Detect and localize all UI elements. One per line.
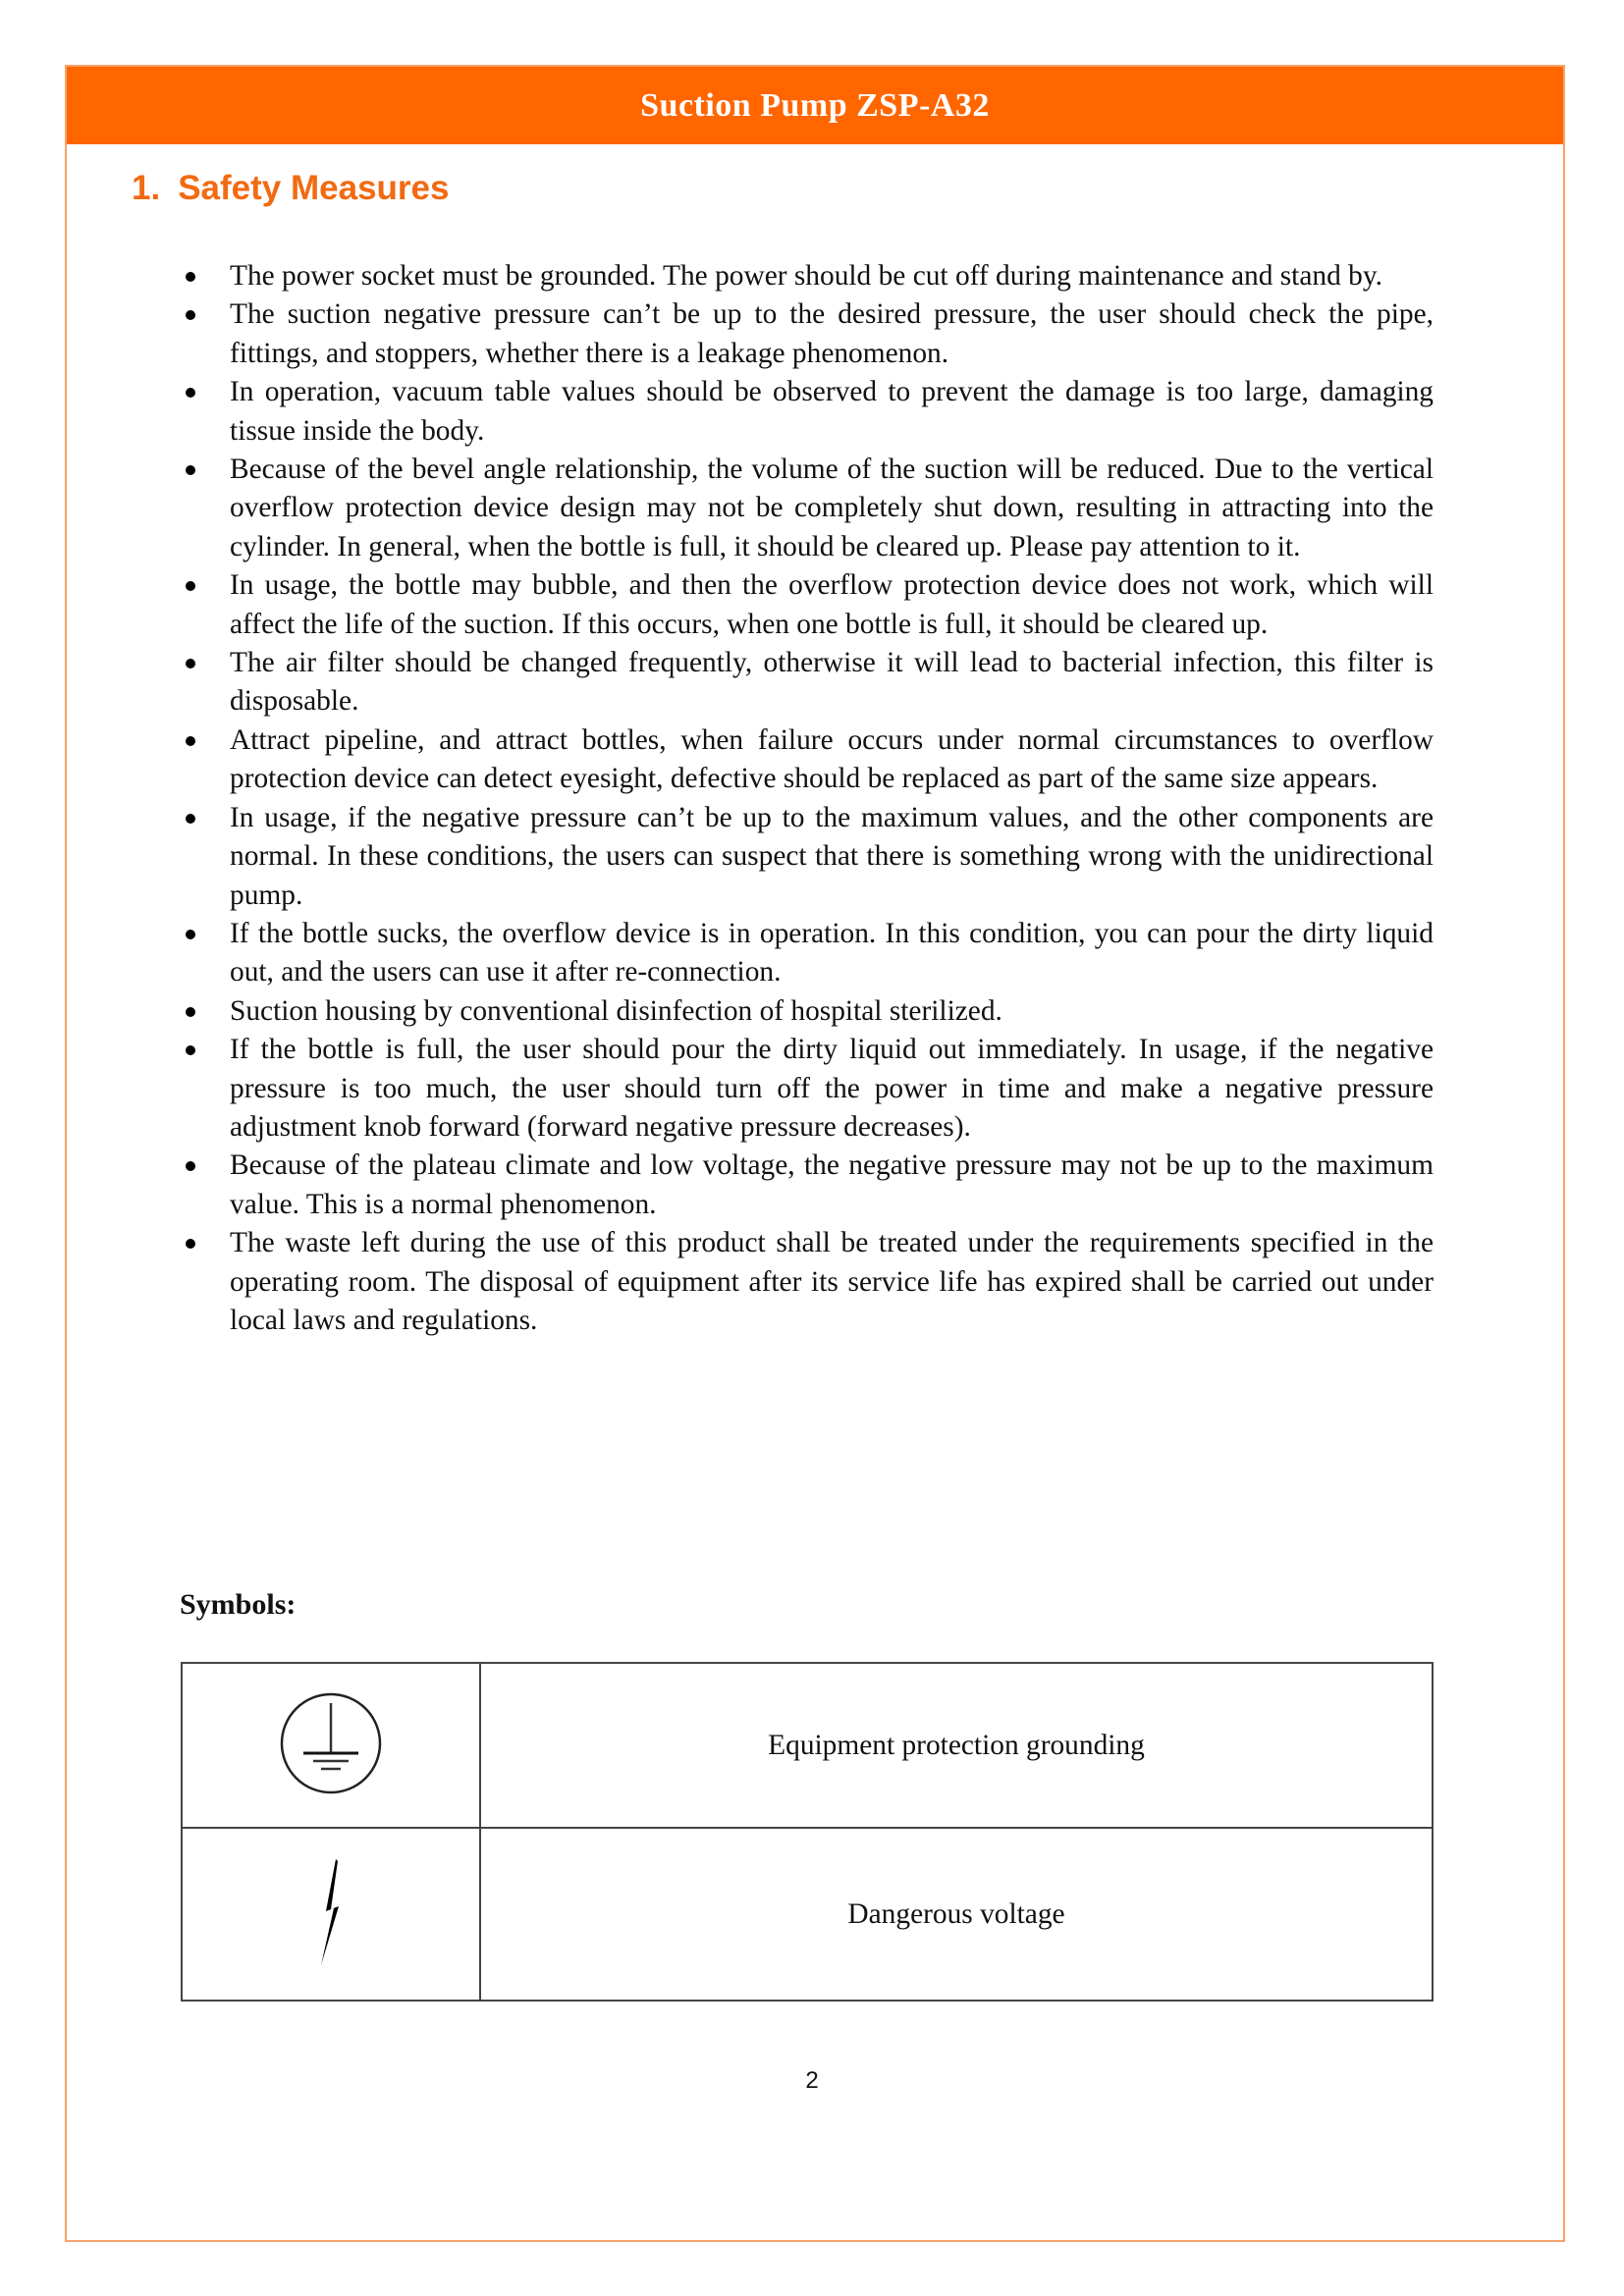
bullet-icon (186, 1045, 195, 1055)
list-item-text: In operation, vacuum table values should be observed to prevent the damage is too large, damaging tissue inside the body. (230, 376, 1434, 447)
list-item (180, 992, 1434, 1031)
symbols-label: Symbols: (180, 1588, 297, 1621)
bullet-icon (186, 1239, 195, 1249)
symbol-description: Dangerous voltage (480, 1828, 1433, 2001)
bullet-icon (186, 930, 195, 939)
bullet-icon (186, 310, 195, 320)
bullet-icon (186, 1007, 195, 1017)
bullet-icon (186, 1161, 195, 1171)
symbol-description: Equipment protection grounding (480, 1663, 1433, 1828)
protective-earth-ground-icon (277, 1689, 385, 1797)
list-item (180, 1147, 1434, 1224)
list-item (180, 295, 1434, 373)
bullet-icon (186, 736, 195, 746)
list-item (180, 915, 1434, 992)
bullet-icon (186, 272, 195, 282)
list-item (180, 451, 1434, 566)
list-item-text: The waste left during the use of this product shall be treated under the requirements specified in the operating room. The disposal of equipment after its service life has expired shall be carried out under local laws and regulations. (230, 1227, 1434, 1336)
list-item-text: In usage, if the negative pressure can’t be up to the maximum values, and the other components are normal. In these conditions, the users can suspect that there is something wrong with the unidirectional pump. (230, 801, 1434, 911)
bullet-icon (186, 388, 195, 398)
list-item (180, 373, 1434, 451)
list-item-text: In usage, the bottle may bubble, and then the overflow protection device does not work, which will affect the life of the suction. If this occurs, when one bottle is full, it should be cleared up. (230, 569, 1434, 640)
page-number: 2 (805, 2067, 819, 2094)
list-item-text: Because of the bevel angle relationship, the volume of the suction will be reduced. Due to the vertical overflow protection device design may not be completely shut down, resulting in attracting into the cylinder. In general, when the bottle is full, it should be cleared up. Please pay attention to it. (230, 454, 1434, 562)
header-bar (67, 67, 1563, 144)
symbol-cell (182, 1828, 480, 2001)
list-item (180, 721, 1434, 799)
section-heading (132, 169, 449, 208)
list-item-text: The air filter should be changed frequently, otherwise it will lead to bacterial infection, this filter is disposable. (230, 647, 1434, 718)
list-item (180, 257, 1434, 295)
list-item-text: The power socket must be grounded. The power should be cut off during maintenance and stand by. (230, 260, 1382, 292)
lightning-bolt-icon (311, 1857, 351, 1967)
symbol-cell (182, 1663, 480, 1828)
bullet-icon (186, 659, 195, 668)
list-item-text: Because of the plateau climate and low voltage, the negative pressure may not be up to the maximum value. This is a normal phenomenon. (230, 1149, 1434, 1220)
bullet-icon (186, 814, 195, 824)
symbols-table (181, 1662, 1434, 2002)
document-title: Suction Pump ZSP-A32 (640, 86, 990, 124)
list-item (180, 1224, 1434, 1340)
section-title: Safety Measures (178, 169, 450, 207)
list-item-text: If the bottle sucks, the overflow device is in operation. In this condition, you can pour the dirty liquid out, and the users can use it after re-connection. (230, 917, 1434, 988)
list-item (180, 566, 1434, 644)
list-item (180, 799, 1434, 915)
bullet-icon (186, 465, 195, 475)
table-row (182, 1663, 1433, 1828)
safety-measures-list (180, 257, 1434, 1340)
list-item (180, 1031, 1434, 1147)
section-number: 1. (132, 169, 161, 207)
table-row (182, 1828, 1433, 2001)
list-item-text: The suction negative pressure can’t be up to the desired pressure, the user should check the pipe, fittings, and stoppers, whether there is a leakage phenomenon. (230, 298, 1434, 369)
bullet-icon (186, 581, 195, 591)
list-item (180, 644, 1434, 721)
list-item-text: Attract pipeline, and attract bottles, when failure occurs under normal circumstances to overflow protection device can detect eyesight, defective should be replaced as part of the same size appears. (230, 723, 1434, 795)
list-item-text: If the bottle is full, the user should pour the dirty liquid out immediately. In usage, if the negative pressure is too much, the user should turn off the power in time and make a negative pressure adjustment knob forward (forward negative pressure decreases). (230, 1034, 1434, 1143)
list-item-text: Suction housing by conventional disinfection of hospital sterilized. (230, 994, 1002, 1027)
